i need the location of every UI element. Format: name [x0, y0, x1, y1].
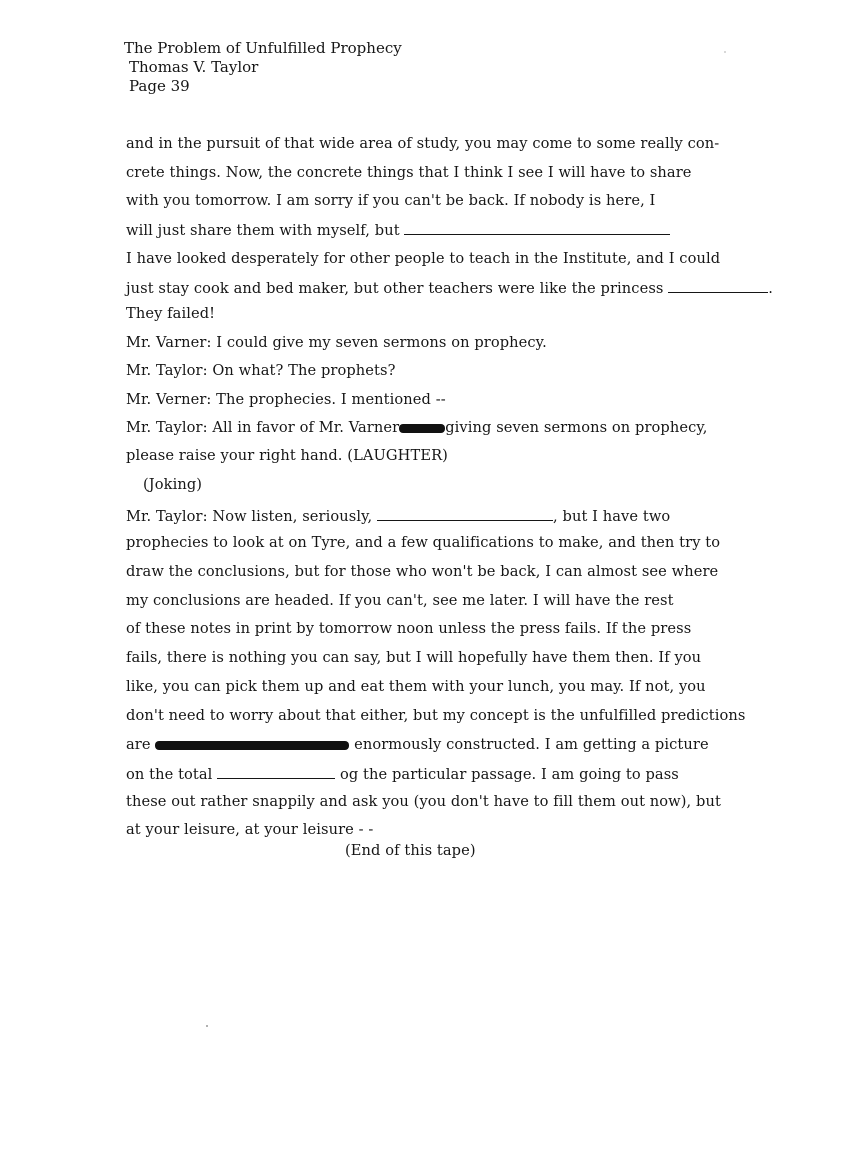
document-title: The Problem of Unfulfilled Prophecy — [124, 39, 402, 57]
text-segment: Mr. Taylor: All in favor of Mr. Varner — [126, 419, 400, 436]
text-segment: on the total — [126, 766, 213, 783]
blank-line — [217, 764, 335, 779]
redaction-mark — [155, 741, 349, 750]
text-line — [126, 220, 670, 240]
text-line: like, you can pick them up and eat them with your lunch, you may. If not, you — [126, 678, 706, 695]
text-segment: just stay cook and bed maker, but other teachers were like the princess — [126, 280, 664, 297]
text-line: draw the conclusions, but for those who won't be back, I can almost see where — [126, 563, 719, 580]
text-line: I have looked desperately for other people to teach in the Institute, and I could — [126, 250, 721, 267]
text-segment: are — [126, 736, 151, 753]
text-line: Mr. Taylor: On what? The prophets? — [126, 362, 396, 379]
text-line — [126, 278, 773, 298]
text-line: of these notes in print by tomorrow noon unless the press fails. If the press — [126, 620, 692, 637]
text-line: crete things. Now, the concrete things that I think I see I will have to share — [126, 164, 692, 181]
blank-line — [668, 278, 768, 293]
text-line: Mr. Verner: The prophecies. I mentioned -- — [126, 391, 446, 408]
text-line: at your leisure, at your leisure - - — [126, 821, 374, 838]
text-segment: , but I have two — [553, 508, 671, 525]
text-line: prophecies to look at on Tyre, and a few qualifications to make, and then try to — [126, 534, 721, 551]
text-line — [126, 736, 709, 754]
text-line — [126, 419, 708, 437]
blank-line — [404, 220, 670, 235]
text-line: my conclusions are headed. If you can't, see me later. I will have the rest — [126, 592, 674, 609]
text-line — [126, 764, 679, 784]
text-segment: . — [768, 280, 773, 297]
text-line: don't need to worry about that either, but my concept is the unfulfilled predictions — [126, 707, 746, 724]
text-line: fails, there is nothing you can say, but I will hopefully have them then. If you — [126, 649, 702, 666]
blank-line — [377, 506, 553, 521]
text-line: Mr. Varner: I could give my seven sermons on prophecy. — [126, 334, 547, 351]
text-line: with you tomorrow. I am sorry if you can't be back. If nobody is here, I — [126, 192, 656, 209]
text-line: these out rather snappily and ask you (you don't have to fill them out now), but — [126, 793, 721, 810]
text-line: (Joking) — [143, 476, 203, 493]
page-number: Page 39 — [129, 77, 190, 95]
text-segment: enormously constructed. I am getting a picture — [349, 736, 709, 753]
text-segment: giving seven sermons on prophecy, — [445, 419, 708, 436]
redaction-mark — [399, 424, 445, 433]
text-line: and in the pursuit of that wide area of study, you may come to some really con- — [126, 135, 720, 152]
text-segment: og the particular passage. I am going to pass — [335, 766, 679, 783]
end-of-tape-note: (End of this tape) — [345, 842, 476, 859]
scan-speck — [206, 1025, 208, 1027]
text-segment: Mr. Taylor: Now listen, seriously, — [126, 508, 373, 525]
text-line: They failed! — [126, 305, 216, 322]
text-segment: will just share them with myself, but — [126, 222, 400, 239]
scan-speck — [724, 51, 726, 53]
document-author: Thomas V. Taylor — [129, 58, 259, 76]
text-line — [126, 506, 670, 526]
text-line: please raise your right hand. (LAUGHTER) — [126, 447, 448, 464]
